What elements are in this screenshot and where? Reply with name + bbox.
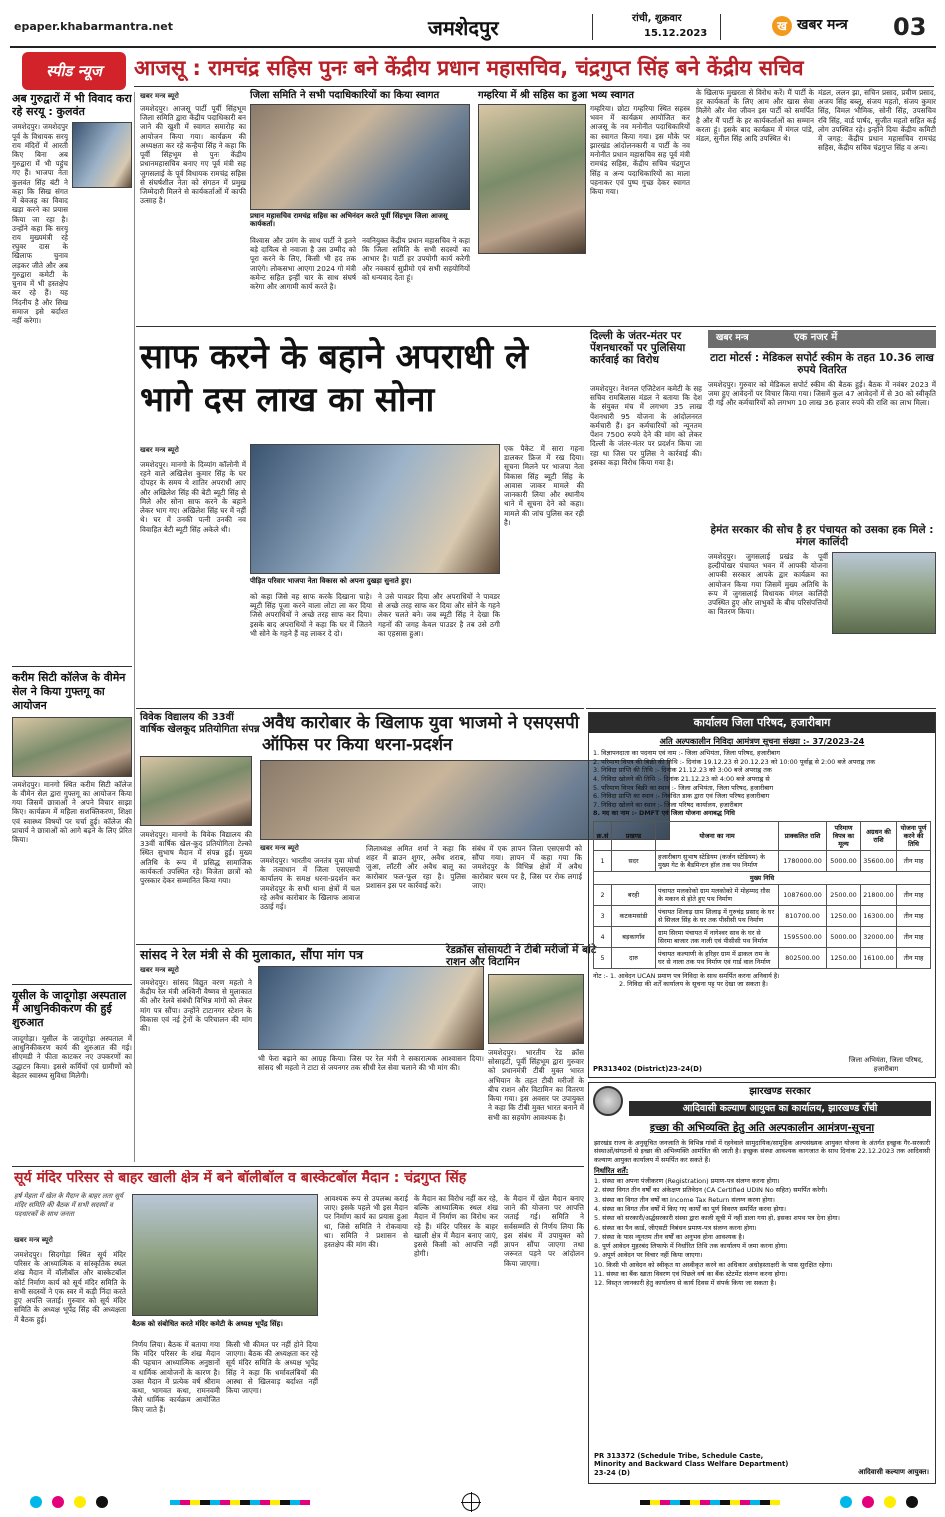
ek-nazar-tag: एक नजर में (794, 332, 838, 343)
bjym-body-1: जमशेदपुर। भारतीय जनतंत्र युवा मोर्चा के तत्वाधान में जिला एसएसपी कार्यालय के समक्ष धरना-प्रदर्शन कर जमशेदपुर के सभी थाना क्षेत्रों में चल रहे अवैध कारोबार के खिलाफ आवाज उठाई गई। (260, 856, 360, 912)
surya-body-1: जमशेदपुर। सिदगोड़ा स्थित सूर्य मंदिर परिसर के आध्यात्मिक व सांस्कृतिक स्थल शंख मैदान में वॉलीबॉल और बास्केटबॉल कोर्ट निर्माण कार्य को सूर्य मंदिर समिति के सभी सदस्यों ने एक स्वर में कड़ी निंदा करते हुए अपत्ति जताई। गुरुवार को सूर्य मंदिर समिति के अध्यक्ष भूपेंद्र सिंह की अध्यक्षता में बैठक हुई। (14, 1250, 126, 1324)
notice-2-office: आदिवासी कल्याण आयुक्त का कार्यालय, झारखण्ड राँची (629, 1101, 931, 1117)
lead-sub2: गम्हरिया में श्री सहिस का हुआ भव्य स्वागत (478, 90, 634, 101)
lead-body-2: विश्वास और उमंग के साथ पार्टी ने इतने बड़े दायित्व से नवाजा है उस उम्मीद को पूरा करने के लिए, किसी भी हद तक जाएंगे। लोकसभा आएगा 2024 गो मंत्री कमेन्ट सहित इन्हीं चार के साथ संघर्ष करेगा और आगामी कार्य करते है। (250, 236, 356, 292)
main-body-2: को कहा जिसे वह साफ करके दिखाना चाहे। ब्यूटी सिंह पूजा करने वाला लोटा ला कर दिया जिसे अपराधियों ने अच्छे तरह साफ कर दिया। इसके बाद अपराधियों ने कहा कि घर में जितने भी सोने के गहने हैं वह लाकर दे दो। (250, 592, 372, 638)
rail-body-1: जमशेदपुर। सांसद विद्युत वरण महतो ने केंद्रीय रेल मंत्री अश्विनी वैष्णव से मुलाकात की और रेलवे संबंधी विभिन्न मांगों को लेकर मांग पत्र सौंपा। उन्होंने टाटानगर स्टेशन के विकास एवं नई ट्रेनों के परिचालन की मांग की। (140, 978, 252, 1034)
brand-name: खबर मन्त्र (797, 17, 848, 33)
table-row: 1 सदर हजारीबाग सुभाष स्टेडियम (कर्जन स्टेडियम) के मुख्य गेट के बैडमिन्टन हॉल तक पथ निर्माण 1780000.00 5000.00 35600.00 तीन माह (594, 851, 931, 872)
surya-photo (132, 1194, 318, 1316)
main-caption: पीड़ित परिवार भाजपा नेता विकास को अपना दुखड़ा सुनाते हुए। (250, 577, 412, 585)
ek-nazar-photo (832, 552, 936, 634)
meta-line: 6. निविदा प्राप्ति का स्थान :- निबंधित डाक द्वारा एवं जिला परिषद हजारीबाग (593, 792, 770, 801)
left-b2: जमशेदपुर। मानगो स्थित करीम सिटी कॉलेज के वीमेन सेल द्वारा गुफ्तगू का आयोजन किया गया जिसमें छात्राओं ने अपने विचार साझा किए। कार्यक्रम में महिला सशक्तिकरण, शिक्षा एवं स्वास्थ्य विषयों पर चर्चा हुई। कॉलेज की प्राचार्य ने छात्राओं को आगे बढ़ने के लिए प्रेरित किया। (12, 779, 132, 844)
site-url[interactable]: epaper.khabarmantra.net (14, 20, 173, 33)
surya-byline: खबर मन्त्र ब्यूरो (14, 1236, 53, 1244)
issue-date: 15.12.2023 (644, 28, 708, 39)
left-h3: यूसील के जादूगोड़ा अस्पताल में आधुनिकीकरण की हुई शुरुआत (12, 988, 127, 1030)
surya-kicker: हर्ष मेहता में खेल के मैदान के बाहर लता सूर्य मंदिर समिति की बैठक में सभी सदस्यों व पदधारकों के साथ जनता (14, 1192, 123, 1218)
condition-item: 8. पूर्ण आवेदन मुहरबंद लिफाफे में निर्धारित तिथि तक कार्यालय में जमा करना होगा। (594, 1242, 788, 1251)
ek-nazar-band (708, 330, 936, 348)
lead-sub1: जिला समिति ने सभी पदाधिकारियों का किया स्वागत (250, 90, 440, 101)
condition-item: 10. किसी भी आवेदन को स्वीकृत या अस्वीकृत करने का अधिकार अधोहस्ताक्षरी के पास सुरक्षित रहेगा। (594, 1260, 833, 1269)
surya-body-4: आवश्यक रूप से उपलब्ध कराई जाए। इसके पहले भी इस मैदान पर निर्माण कार्य का प्रयास हुआ था, जिसे समिति ने रोकवाया था। समिति ने प्रशासन से हस्तक्षेप की मांग की। (324, 1194, 408, 1250)
main-headline: साफ करने के बहाने अपराधी ले भागे दस लाख का सोना (140, 337, 529, 420)
redcross-headline: रेडक्रॉस सोसायटी ने टीबी मरीजों में बांटे राशन और विटामिन (446, 944, 597, 969)
speed-news-badge: स्पीड न्यूज (22, 52, 126, 90)
mla-photo (72, 122, 132, 188)
table-subheading: मुख्य निधि (594, 872, 931, 885)
meta-line: 3. निविदा प्राप्ति की तिथि :- दिनांक 21.12.23 को 3:00 बजे अपराह्न तक (593, 766, 772, 775)
left-column (12, 92, 132, 1162)
lead-caption: प्रधान महासचिव रामचंद्र सहिस का अभिनंदन करते पूर्वी सिंहभूम जिला आजसू कार्यकर्ता। (250, 212, 448, 229)
print-registration-marks (0, 1490, 945, 1514)
surya-headline: सूर्य मंदिर परिसर से बाहर खाली क्षेत्र में बने बॉलीबॉल व बास्केटबॉल मैदान : चंद्रगुप्त सिंह (14, 1170, 467, 1186)
lead-body-6: मंडल, ललन झा, सचिन प्रसाद, प्रवीण प्रसाद, अजय सिंह बब्लू, संजय महतो, संजय कुमार सिंह, विमल भौमिक, सोनी सिंह, उपसचिव रवि सिंह, वार्ड पार्षद, सुजीत महतो सहित कई लोग उपस्थित रहे। इन्होंने दिया केंद्रीय कमिटी में जगह: केंद्रीय प्रधान महासचिव रामचंद्र सहिस, केंद्रीय सचिव चंद्रगुप्त सिंह व अन्य। (818, 88, 936, 153)
vivek-headline: विवेक विद्यालय की 33वीं वार्षिक खेलकूद प्रतियोगिता संपन्न (140, 712, 260, 735)
left-b1: जमशेदपुर। जमशेदपुर पूर्व के विधायक सरयू राय मंदिरों में आरती किए बिना अब गुरुद्वारा में भी पहुंच गए हैं। भाजपा नेता कुलवंत सिंह बंटी ने कहा कि सिख संगत में बेवजह का विवाद खड़ा करने का प्रयास किया जा रहा है। उन्होंने कहा कि सरयू राय मुख्यमंत्री रहे रघुवर दास के खिलाफ चुनाव लड़कर जीते और अब गुरुद्वारा कमेटी के चुनाव में भी हस्तक्षेप कर रहे हैं। यह निंदनीय है और सिख समाज इसे बर्दाश्त नहीं करेगा। (12, 122, 68, 325)
masthead (0, 0, 945, 46)
meta-line: 7. निविदा खोलने का स्थान :- जिला परिषद कार्यालय, हजारीबाग (593, 800, 743, 809)
table-row: 5 दारु पंचायत कल्याणी के हरिहर ग्राम में ढाकल राम के घर से नाला तक पथ निर्माण एवं गार्ड वाल निर्माण 802500.00 1250.00 16100.00 तीन माह (594, 948, 931, 969)
notice-1-note2: 2. निविदा की शर्तें कार्यालय के सूचना पट्ट पर देखा जा सकता है। (619, 980, 768, 989)
col-header: परिमाण विपत्र का मूल्य (827, 822, 861, 851)
notice-1-signer: जिला अभियंता, जिला परिषद, हजारीबाग (848, 1056, 924, 1073)
notice-1-office: कार्यालय जिला परिषद, हजारीबाग (589, 713, 935, 733)
table-row: 2 बरही पंचायत मलकोको ग्राम मलकोको में मोहम्मद ग़ौस के मकान से होते हुए पथ निर्माण 1087600.00 2500.00 21800.00 तीन माह (594, 885, 931, 906)
brand-tag: खबर मन्त्र (716, 333, 749, 343)
notice-1-note1: नोट :- 1. आवेदन UCAN प्रमाण पत्र निविदा के साथ समर्पित करना अनिवार्य है। (593, 972, 780, 981)
ek-nazar-h1: टाटा मोटर्स : मेडिकल सपोर्ट स्कीम के तहत 10.36 लाख रुपये वितरित (710, 352, 934, 377)
lead-photo-2 (478, 104, 586, 254)
table-row: 3 कटकमसांडी पंचायत शिलाढ़ ग्राम शिलाढ़ में गुरुचंद्र प्रसाद के घर से सिजल सिंह के घर तक पीसीसी पथ निर्माण 810700.00 1250.00 16300.00 तीन माह (594, 906, 931, 927)
left-h1: अब गुरुद्वारों में भी विवाद करा रहे सरयू : कुलवंत (12, 92, 132, 119)
condition-item: 11. संस्था का बैंक खाता विवरण एवं पिछले वर्ष का बैंक स्टेटमेंट संलग्न करना होगा। (594, 1269, 788, 1278)
col-header: अग्रधन की राशि (861, 822, 897, 851)
lead-body-4: गम्हरिया। छोटा गम्हरिया स्थित सहस्त्र भवन में कार्यक्रम आयोजित कर आजसू के नव मनोनीत पदाधिकारियों का स्वागत किया गया। इस मौके पर झारखंड आंदोलनकारी व पार्टी के नव मनोनीत प्रधान महासचिव सह पूर्व मंत्री रामचंद्र सहिस, केंद्रीय सचिव चंद्रगुप्त सिंह व अन्य पदाधिकारियों का माला पहनाकर एवं पुष्प गुच्छ देकर स्वागत किया गया। (590, 104, 690, 196)
table-row: 4 बड़कागाँव ग्राम सिरमा पंचायत में नागेश्वर साव के घर से सिरमा बाजार तक नाली एवं पीसीसी पथ निर्माण 1595500.00 5000.00 32000.00 तीन माह (594, 927, 931, 948)
col-header: प्राक्कलित राशि (779, 822, 827, 851)
state-emblem-icon (593, 1086, 623, 1116)
redcross-photo (488, 974, 584, 1044)
condition-item: 2. संस्था विगत तीन वर्षों का अंकेक्षण प्रतिवेदन (CA Certified UDIN No सहित) समर्पित करेगी। (594, 1186, 828, 1195)
col-header: क्र.सं (594, 822, 612, 851)
vivek-body: जमशेदपुर। मानगो के विवेक विद्यालय की 33वीं वार्षिक खेल-कूद प्रतियोगिता टेल्को स्थित सुभाष मैदान में संपन्न हुई। मुख्य अतिथि के रूप में प्रसिद्ध सामाजिक कार्यकर्ता उपस्थित रहे। विजेता छात्रों को पुरस्कार देकर सम्मानित किया गया। (140, 830, 252, 886)
brand-logo-icon: ख (772, 16, 792, 36)
notice-2-cond-head: निर्धारित शर्तें: (594, 1167, 629, 1176)
registration-target-icon (462, 1493, 480, 1511)
left-h2: करीम सिटी कॉलेज के वीमेन सेल ने किया गुफ्तगू का आयोजन (12, 671, 126, 712)
surya-body-3: किसी भी कीमत पर नहीं होने दिया जाएगा। बैठक की अध्यक्षता कर रहे सूर्य मंदिर समिति के अध्यक्ष भूपेंद्र सिंह ने कहा कि धर्मावलंबियों की आस्था से खिलवाड़ बर्दाश्त नहीं किया जाएगा। (226, 1340, 318, 1396)
condition-item: 1. संस्था का अपना पंजीकरण (Registration) प्रमाण-पत्र संलग्न करना होगा। (594, 1177, 780, 1186)
lead-byline: खबर मन्त्र ब्यूरो (140, 92, 179, 100)
lead-body-1: जमशेदपुर। आजसू पार्टी पूर्वी सिंहभूम जिला समिति द्वारा केंद्रीय पदाधिकारी बन जाने की खुशी में स्वागत समारोह का आयोजन किया गया। कार्यक्रम की अध्यक्षता कर रहे कन्हैया सिंह ने कहा कि पूर्वी सिंहभूम से पुनः केंद्रीय प्रधानमहासचिव बनाए गए पूर्व मंत्री सह जुगसलाई के पूर्व विधायक रामचंद्र सहिस से संघर्षशील नेता को संगठन में प्रमुख जिम्मेदारी मिलने से कार्यकर्ताओं में काफी उत्साह है। (140, 104, 246, 206)
lead-headline: आजसू : रामचंद्र सहिस पुनः बने केंद्रीय प्रधान महासचिव, चंद्रगुप्त सिंह बने केंद्रीय सचिव (134, 56, 804, 80)
redcross-body: जमशेदपुर। भारतीय रेड क्रॉस सोसाइटी, पूर्वी सिंहभूम द्वारा गुरुवार को प्रधानमंत्री टीबी मुक्त भारत अभियान के तहत टीबी मरीजों के बीच राशन और विटामिन का वितरण किया गया। इस अवसर पर उपायुक्त ने कहा कि टीबी मुक्त भारत बनाने में सभी का सहयोग आवश्यक है। (488, 1048, 584, 1122)
col-header: योजना का नाम (656, 822, 779, 851)
bjym-headline: अवैध कारोबार के खिलाफ युवा भाजमो ने एसएसपी ऑफिस पर किया धरना-प्रदर्शन (262, 713, 580, 756)
condition-item: 12. विस्तृत जानकारी हेतु कार्यालय से कार्य दिवस में संपर्क किया जा सकता है। (594, 1279, 777, 1288)
notice-1-title: अति अल्पकालीन निविदा आमंत्रण सूचना संख्या :- 37/2023-24 (659, 735, 865, 746)
rail-body-2: भी फेरा बढ़ाने का आग्रह किया। जिस पर रेल मंत्री ने सकारात्मक आश्वासन दिया। सांसद श्री महतो ने टाटा से जयनगर तक सीधी रेल सेवा चलाने की भी मांग की। (258, 1054, 484, 1073)
notice-2 (588, 1082, 936, 1484)
lead-photo-1 (250, 104, 470, 210)
main-body-3: ने उसे पावडर दिया और अपराधियों ने पावडर से अच्छे तरह साफ कर दिया और सोने के गहने लेकर चलते बने। जब ब्यूटी सिंह ने देखा कि गहनों की जगह केवल पाउडर है तब उसे ठगी का एहसास हुआ। (378, 592, 500, 638)
meta-line: 4. निविदा खोलने की तिथि :- दिनांक 21.12.23 को 4:00 बजे अपराह्न से (593, 774, 770, 783)
main-byline: खबर मन्त्र ब्यूरो (140, 446, 179, 454)
tender-table (593, 821, 931, 969)
condition-item: 3. संस्था का विगत तीन वर्षों का Income Tax Return संलग्न करना होगा। (594, 1195, 775, 1204)
college-photo (12, 717, 132, 777)
bjym-body-3: संबंध में एक ज्ञापन जिला एसएसपी को सौंपा गया। ज्ञापन में कहा गया कि जमशेदपुर के विभिन्न क्षेत्रों में अवैध कारोबार चरम पर है, जिस पर रोक लगाई जाए। (472, 844, 582, 890)
bjym-body-2: जिलाध्यक्ष अमित शर्मा ने कहा कि शहर में ब्राउन शुगर, अवैध शराब, जुआ, लॉटरी और अवैध बालू का कारोबार फल-फूल रहा है। पुलिस प्रशासन इस पर कार्रवाई करे। (366, 844, 466, 890)
meta-line: 1. विज्ञापनदाता का पदनाम एवं नाम :- जिला अभियंता, जिला परिषद, हजारीबाग (593, 749, 780, 757)
notice-2-govt: झारखण्ड सरकार (749, 1086, 811, 1097)
lead-body-5: के खिलाफ मुखरता से विरोध करें। मैं पार्टी के हर कार्यकर्ता के लिए आम और खास सेवा मिलेंगे और मेरा जीवन इस पार्टी को समर्पित है और मैं पार्टी के हर कार्यकर्ताओं का सम्मान करता हूं। इसके बाद कार्यक्रम में मंगल पांडे, मंडल, सुनील सिंह आदि उपस्थित थे। (696, 88, 814, 144)
main-body-1: जमशेदपुर। मानगो के दिव्यांग कॉलोनी में रहने वाले अखिलेश कुमार सिंह के घर दोपहर के समय ये शातिर अपराधी आए और अखिलेश सिंह की बेटी ब्यूटी सिंह से मिले और सोना साफ करने के बहाने लेकर भाग गए। अखिलेश सिंह घर में नहीं थे। घर में उनकी पत्नी उनकी नव विवाहित बेटी ब्यूटी सिंह अकेले थी। (140, 460, 246, 534)
bjym-byline: खबर मन्त्र ब्यूरो (260, 844, 299, 852)
city-day: रांची, शुक्रवार (632, 13, 682, 24)
notice-1-meta (589, 749, 935, 818)
lead-body-3: नवनियुक्त केंद्रीय प्रधान महासचिव ने कहा कि जिला समिति के सभी सदस्यों का आभार है। पार्टी हर उपयोगी कार्य करेगी और नवकार्य सुप्रीमो एवं सभी सहयोगियों को धन्यवाद देता हूं। (362, 236, 470, 282)
delhi-headline: दिल्ली के जंतर-मंतर पर पेंशनधारकों पर पुलिसिया कार्रवाई का विरोध (590, 330, 686, 367)
ek-nazar-b1: जमशेदपुर। गुरुवार को मेडिकल सपोर्ट स्कीम की बैठक हुई। बैठक में नवंबर 2023 में जमा हुए आवेदनों पर विचार किया गया। जिसमें कुल 47 आवेदनों में से 30 को स्वीकृति दी गई और कर्मचारियों को लगभग 10 लाख 36 हजार रुपये की राशि का लाभ मिला। (708, 380, 936, 408)
left-b3: जादूगोड़ा। यूसील के जादूगोड़ा अस्पताल में आधुनिकीकरण कार्य की शुरुआत की गई। सीएमडी ने फीता काटकर नए उपकरणों का उद्घाटन किया। इससे कर्मियों एवं ग्रामीणों को बेहतर स्वास्थ्य सुविधा मिलेगी। (12, 1033, 132, 1080)
delhi-body: जमशेदपुर। नेशनल एजिटेशन कमेटी के सह सचिव रामबिलास मंडल ने बताया कि देश के संयुक्त मंच में लगभग 35 लाख पेंशनधारी 95 योजना के आंदोलनरत कर्मचारी हैं। इन कर्मचारियों को न्यूनतम पेंशन 7500 रुपये देने की मांग को लेकर दिल्ली के जंतर-मंतर पर प्रदर्शन किया जा रहा था जिस पर पुलिस ने कार्रवाई की। इसका कड़ा विरोध किया गया है। (590, 384, 702, 467)
vivek-photo (140, 756, 252, 826)
surya-body-5: के मैदान का विरोध नहीं कर रहे, बल्कि आध्यात्मिक स्थल शंख मैदान में निर्माण का विरोध कर रहे हैं। मंदिर परिसर के बाहर खाली क्षेत्र में मैदान बनाए जाएं, इससे किसी को आपत्ति नहीं होगी। (414, 1194, 498, 1259)
surya-caption: बैठक को संबोधित करते मंदिर कमेटी के अध्यक्ष भूपेंद्र सिंह। (132, 1320, 283, 1328)
col-header: प्रखण्ड (612, 822, 656, 851)
rail-photo (258, 966, 484, 1050)
notice-2-title: इच्छा की अभिव्यक्ति हेतु अति अल्पकालीन आमंत्रण-सूचना (649, 1122, 875, 1135)
main-photo (250, 444, 500, 574)
rail-headline: सांसद ने रेल मंत्री से की मुलाकात, सौंपा मांग पत्र (140, 947, 364, 962)
meta-line: 8. मद का नाम :- DMFT एवं जिला योजना अनाबद्ध निधि (593, 809, 735, 818)
ek-nazar-b2: जमशेदपुर। जुगसलाई प्रखंड के पूर्वी हल्दीपोखर पंचायत भवन में आपकी योजना आपकी सरकार आपके द्वार कार्यक्रम का आयोजन किया गया जिसमें मुख्य अतिथि के रूप में जुगसलाई विधायक मंगल कालिंदी उपस्थित हुए और लाभुकों के बीच परिसंपत्तियों का वितरण किया। (708, 552, 828, 617)
surya-body-2: निर्णय लिया। बैठक में बताया गया कि मंदिर परिसर के शंख मैदान की पहचान आध्यात्मिक अनुष्ठानों व धार्मिक आयोजनों के कारण है। उक्त मैदान में प्रत्येक वर्ष श्रीराम कथा, भागवत कथा, रामनवमी जैसे धार्मिक कार्यक्रम आयोजित किए जाते हैं। (132, 1340, 220, 1414)
meta-line: 5. परिमाण विपत्र बिक्री का स्थान :- जिला अभियंता, जिला परिषद, हजारीबाग (593, 783, 774, 792)
page-number: 03 (893, 13, 927, 41)
ek-nazar-h2: हेमंत सरकार की सोच है हर पंचायत को उसका हक मिले : मंगल कालिंदी (710, 524, 934, 549)
notice-1 (588, 712, 936, 1078)
condition-item: 9. अपूर्ण आवेदन पर विचार नहीं किया जाएगा। (594, 1251, 703, 1260)
notice-2-intro: झारखंड राज्य के अनुसूचित जनजाति के विभिन्न गांवों में रहनेवाले सामुदायिक/सामूहिक अल्पसंख्यक आयुक्त योजना के अंतर्गत इच्छुक गैर-सरकारी संस्थाओं/संगठनों से इच्छा की अभिव्यक्ति आमंत्रित की जाती है। इच्छुक संस्था आवश्यक कागजात के साथ दिनांक 22.12.2023 तक आदिवासी कल्याण आयुक्त कार्यालय में समर्पित कर सकते हैं। (594, 1138, 930, 1164)
notice-2-pr: PR 313372 (Schedule Tribe, Schedule Caste, Minority and Backward Class Welfare Department) 23-24 (D) (594, 1451, 789, 1478)
notice-2-conds (589, 1177, 935, 1288)
condition-item: 6. संस्था का पैन कार्ड, जीएसटी निबंधन प्रमाण-पत्र संलग्न करना होगा। (594, 1223, 757, 1232)
condition-item: 4. संस्था का विगत तीन वर्षों में किए गए कार्यों का पूर्ण विवरण समर्पित करना होगा। (594, 1205, 787, 1214)
edition-label: जमशेदपुर (428, 16, 499, 40)
notice-1-pr: PR313402 (District)23-24(D) (593, 1064, 702, 1073)
col-header: योजना पूर्ण करने की तिथि (897, 822, 931, 851)
notice-2-signer: आदिवासी कल्याण आयुक्त। (858, 1468, 929, 1477)
meta-line: 2. परिमाण विपत्र की बिक्री की तिथि :- दिनांक 19.12.23 से 20.12.23 को 10:00 पूर्वाह्न से 2:00 बजे अपराह्न तक (593, 757, 876, 766)
surya-body-6: के मैदान में खेल मैदान बनाए जाने की योजना पर आपत्ति जताई गई। समिति ने सर्वसम्मति से निर्णय लिया कि इस संबंध में उपायुक्त को ज्ञापन सौंपा जाएगा तथा जरूरत पड़ने पर आंदोलन किया जाएगा। (504, 1194, 584, 1268)
main-body-4: एक पैकेट में सारा गहना डालकर फ्रिज में रख दिया। सूचना मिलने पर भाजपा नेता विकास सिंह ब्यूटी सिंह के आवास जाकर मामले की जानकारी लिया और स्थानीय थाने में सूचना देने को कहा। मामले की जांच पुलिस कर रही है। (504, 444, 584, 527)
rail-byline: खबर मन्त्र ब्यूरो (140, 966, 179, 974)
condition-item: 7. संस्था के पास न्यूनतम तीन वर्षों का अनुभव होना आवश्यक है। (594, 1232, 745, 1241)
condition-item: 5. संस्था को सरकारी/अर्द्धसरकारी संस्था द्वारा काली सूची में नहीं डाला गया हो, इसका शपथ पत्र देना होगा। (594, 1214, 840, 1223)
